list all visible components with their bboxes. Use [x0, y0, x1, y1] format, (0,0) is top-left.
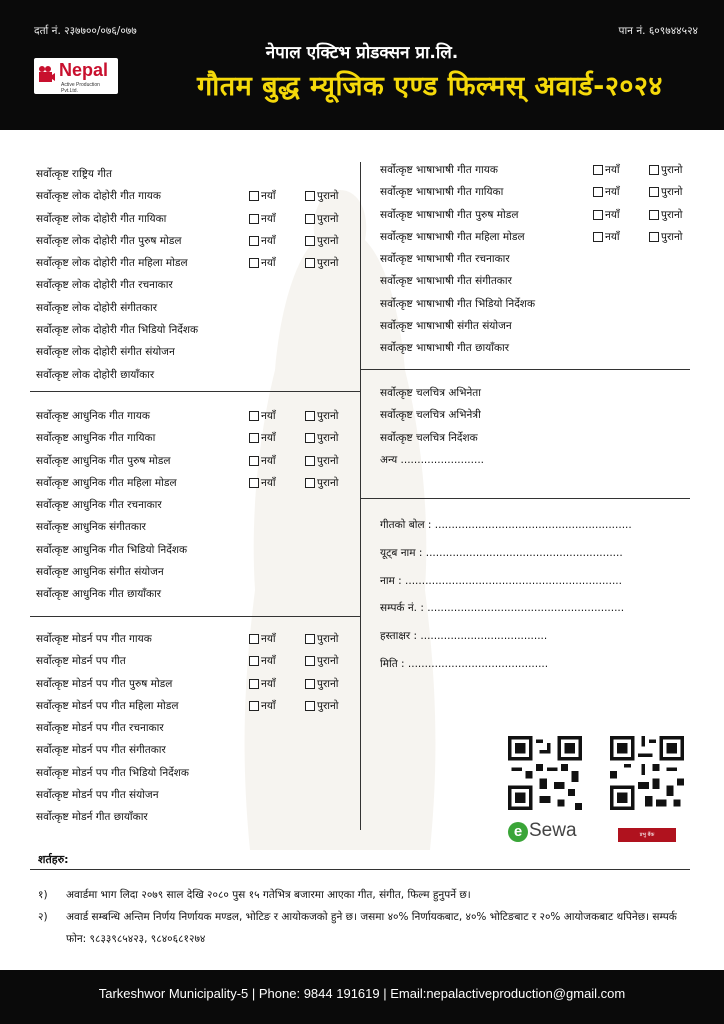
checkbox[interactable] [249, 679, 259, 689]
checkbox[interactable] [305, 411, 315, 421]
terms-divider [30, 869, 690, 870]
option-old[interactable] [305, 234, 339, 248]
category-label: सर्वोत्कृष्ट चलचित्र अभिनेता [380, 387, 481, 399]
category-row [36, 234, 356, 256]
pan-number: पान नं. ६०९७४४५२४ [618, 25, 698, 37]
option-label: नयाँ [605, 208, 620, 221]
category-row [36, 256, 356, 278]
option-label: नयाँ [261, 633, 276, 645]
esewa-text: Sewa [529, 820, 577, 841]
checkbox[interactable] [305, 701, 315, 711]
category-row [36, 301, 356, 323]
checkbox[interactable] [305, 258, 315, 268]
category-label: सर्वोत्कृष्ट भाषाभाषी गीत गायिका [380, 186, 504, 199]
option-old[interactable] [649, 208, 683, 222]
terms-text: अवार्ड सम्बन्धि अन्तिम निर्णय निर्णायक मण्डल, भोटिङ र आयोकजको हुने छ। जसमा ४०% निर्णायकबाट, ४०% भोटिङबाट र २०% आयोजकबाट थपिनेछ। सम्पर्क फोन: ९८३३९८५४२३, ९८४०६८१२७४ [66, 911, 677, 945]
category-label: सर्वोत्कृष्ट मोडर्न पप गीत महिला मोडल [36, 699, 179, 712]
category-label: सर्वोत्कृष्ट भाषाभाषी गीत भिडियो निर्देशक [380, 297, 536, 310]
contact-number-field[interactable]: सम्पर्क नं. : ........................................................... [380, 602, 625, 615]
category-row [380, 163, 700, 185]
category-row [36, 743, 356, 765]
category-row [36, 368, 356, 390]
checkbox[interactable] [305, 433, 315, 443]
category-row [36, 167, 356, 189]
logo-brand-text: Nepal [59, 60, 109, 80]
option-label: नयाँ [261, 257, 276, 270]
option-label: नयाँ [261, 410, 276, 422]
award-title: गौतम बुद्ध म्यूजिक एण्ड फिल्मस् अवार्ड-२०२४ [197, 71, 663, 102]
category-row [380, 431, 700, 453]
option-label: पुरानो [317, 699, 339, 712]
category-label: अन्य ......................... [380, 453, 484, 466]
logo-subtext: Active Production Pvt.Ltd. [61, 82, 100, 94]
option-old[interactable] [649, 230, 683, 244]
entry-form [380, 518, 690, 685]
header-banner [0, 0, 724, 130]
category-list-lok-dohori [36, 167, 356, 390]
category-label: सर्वोत्कृष्ट आधुनिक गीत गायक [36, 410, 150, 422]
category-label: सर्वोत्कृष्ट राष्ट्रिय गीत [36, 168, 112, 180]
footer-contact: Tarkeshwor Municipality-5 | Phone: 9844 191619 | Email:nepalactiveproduction@gmail.com [0, 970, 724, 1024]
category-label: सर्वोत्कृष्ट भाषाभाषी गीत गायक [380, 164, 498, 176]
option-new[interactable] [249, 677, 276, 691]
category-row [36, 454, 356, 476]
section-divider [30, 391, 360, 392]
category-label: सर्वोत्कृष्ट मोडर्न पप गीत गायक [36, 633, 152, 645]
category-label: सर्वोत्कृष्ट आधुनिक गीत रचनाकार [36, 499, 162, 512]
option-new[interactable] [593, 230, 620, 244]
category-row [36, 810, 356, 832]
option-new[interactable] [249, 234, 276, 248]
option-label: पुरानो [317, 677, 339, 690]
option-old[interactable] [305, 632, 339, 646]
category-label: सर्वोत्कृष्ट मोडर्न पप गीत रचनाकार [36, 722, 164, 735]
checkbox[interactable] [649, 232, 659, 242]
option-label: पुरानो [317, 190, 339, 203]
category-label: सर्वोत्कृष्ट आधुनिक गीत गायिका [36, 432, 156, 445]
checkbox[interactable] [249, 456, 259, 466]
category-label: सर्वोत्कृष्ट मोडर्न पप गीत [36, 655, 126, 668]
category-row [36, 587, 356, 609]
category-label: सर्वोत्कृष्ट आधुनिक गीत भिडियो निर्देशक [36, 543, 188, 556]
category-label: सर्वोत्कृष्ट लोक दोहोरी गीत महिला मोडल [36, 257, 188, 270]
terms-list [38, 884, 698, 950]
checkbox[interactable] [249, 258, 259, 268]
option-label: नयाँ [261, 234, 276, 247]
category-row [36, 520, 356, 542]
option-old[interactable] [305, 212, 339, 226]
category-row [36, 323, 356, 345]
option-label: नयाँ [261, 432, 276, 445]
checkbox[interactable] [649, 210, 659, 220]
checkbox[interactable] [249, 214, 259, 224]
category-label: सर्वोत्कृष्ट मोडर्न पप गीत पुरुष मोडल [36, 677, 173, 690]
category-label: सर्वोत्कृष्ट लोक दोहोरी संगीत संयोजन [36, 346, 175, 359]
category-row [36, 543, 356, 565]
option-old[interactable] [305, 409, 339, 423]
option-label: पुरानो [317, 410, 339, 422]
category-row [380, 252, 700, 274]
option-label: नयाँ [261, 190, 276, 203]
category-label: सर्वोत्कृष्ट आधुनिक गीत पुरुष मोडल [36, 454, 171, 467]
checkbox[interactable] [249, 478, 259, 488]
category-label: सर्वोत्कृष्ट भाषाभाषी गीत महिला मोडल [380, 230, 525, 243]
option-label: पुरानो [317, 454, 339, 467]
company-logo [34, 58, 118, 94]
checkbox[interactable] [593, 187, 603, 197]
category-label: सर्वोत्कृष्ट मोडर्न पप गीत भिडियो निर्देशक [36, 766, 189, 779]
other-category-field[interactable] [380, 453, 700, 475]
option-label: पुरानो [661, 164, 683, 176]
category-row [36, 498, 356, 520]
checkbox[interactable] [249, 191, 259, 201]
category-row [36, 632, 356, 654]
option-label: नयाँ [605, 230, 620, 243]
category-label: सर्वोत्कृष्ट मोडर्न गीत छायाँकार [36, 811, 148, 824]
category-label: सर्वोत्कृष्ट चलचित्र अभिनेत्री [380, 409, 481, 422]
option-new[interactable] [249, 256, 276, 270]
option-label: पुरानो [661, 230, 683, 243]
option-new[interactable] [593, 163, 620, 177]
category-label: सर्वोत्कृष्ट लोक दोहोरी गीत रचनाकार [36, 279, 173, 292]
category-row [380, 408, 700, 430]
option-label: पुरानो [317, 633, 339, 645]
category-row [36, 699, 356, 721]
option-label: पुरानो [661, 186, 683, 199]
category-label: सर्वोत्कृष्ट आधुनिक गीत महिला मोडल [36, 476, 177, 489]
option-old[interactable] [305, 699, 339, 713]
terms-item [38, 906, 698, 950]
option-new[interactable] [249, 189, 276, 203]
option-new[interactable] [593, 185, 620, 199]
category-label: सर्वोत्कृष्ट चलचित्र निर्देशक [380, 431, 478, 444]
terms-number: १) [38, 889, 48, 901]
option-new[interactable] [249, 654, 276, 668]
option-new[interactable] [249, 409, 276, 423]
terms-title: शर्तहरु: [38, 853, 69, 866]
checkbox[interactable] [305, 656, 315, 666]
checkbox[interactable] [593, 232, 603, 242]
option-label: नयाँ [261, 677, 276, 690]
checkbox[interactable] [649, 187, 659, 197]
option-old[interactable] [305, 476, 339, 490]
option-new[interactable] [593, 208, 620, 222]
category-row [36, 278, 356, 300]
option-old[interactable] [305, 677, 339, 691]
option-label: नयाँ [605, 186, 620, 199]
signature-field[interactable]: हस्ताक्षर : ...................................... [380, 630, 548, 643]
bank-logo: प्रभु बैंक [618, 828, 676, 842]
option-label: पुरानो [661, 208, 683, 221]
esewa-logo [508, 820, 577, 842]
category-label: सर्वोत्कृष्ट आधुनिक गीत छायाँकार [36, 588, 162, 601]
category-row [380, 319, 700, 341]
option-old[interactable] [649, 185, 683, 199]
option-label: पुरानो [317, 234, 339, 247]
checkbox[interactable] [249, 701, 259, 711]
checkbox[interactable] [649, 165, 659, 175]
terms-item [38, 884, 698, 906]
option-old[interactable] [305, 256, 339, 270]
category-row [380, 297, 700, 319]
option-label: पुरानो [317, 476, 339, 489]
youtube-name-field[interactable]: यूट्ब नाम : ........................................................... [380, 546, 623, 559]
category-row [36, 721, 356, 743]
section-divider [30, 616, 360, 617]
terms-number: २) [38, 911, 48, 923]
option-new[interactable] [249, 699, 276, 713]
option-new[interactable] [249, 431, 276, 445]
category-label: सर्वोत्कृष्ट भाषाभाषी गीत पुरुष मोडल [380, 208, 519, 221]
option-label: नयाँ [261, 699, 276, 712]
camera-icon [38, 65, 56, 85]
category-label: सर्वोत्कृष्ट मोडर्न पप गीत संगीतकार [36, 744, 166, 757]
category-row [380, 208, 700, 230]
category-label: सर्वोत्कृष्ट लोक दोहोरी गीत गायिका [36, 212, 167, 225]
category-row [380, 230, 700, 252]
category-row [380, 341, 700, 363]
category-row [380, 185, 700, 207]
checkbox[interactable] [305, 478, 315, 488]
category-label: सर्वोत्कृष्ट लोक दोहोरी गीत पुरुष मोडल [36, 234, 182, 247]
option-label: पुरानो [317, 257, 339, 270]
option-label: नयाँ [261, 476, 276, 489]
option-label: नयाँ [261, 454, 276, 467]
option-new[interactable] [249, 476, 276, 490]
checkbox[interactable] [305, 634, 315, 644]
song-lyrics-field[interactable]: गीतको बोल : ........................................................... [380, 519, 632, 531]
esewa-icon: e [508, 822, 528, 842]
registration-number: दर्ता नं. २३७७००/०७६/०७७ [34, 25, 137, 37]
option-new[interactable] [249, 454, 276, 468]
category-list-adhunik [36, 409, 356, 610]
category-row [36, 766, 356, 788]
category-label: सर्वोत्कृष्ट भाषाभाषी गीत संगीतकार [380, 275, 512, 288]
category-label: सर्वोत्कृष्ट लोक दोहोरी संगीतकार [36, 301, 157, 314]
category-row [380, 274, 700, 296]
category-list-bhashabhashi [380, 163, 700, 364]
option-label: पुरानो [317, 212, 339, 225]
qr-code-icon[interactable] [508, 736, 582, 810]
category-label: सर्वोत्कृष्ट मोडर्न पप गीत संयोजन [36, 789, 159, 802]
checkbox[interactable] [249, 634, 259, 644]
category-list-modern-pop [36, 632, 356, 833]
name-field[interactable]: नाम : ................................................................. [380, 574, 622, 587]
checkbox[interactable] [305, 679, 315, 689]
category-row [36, 565, 356, 587]
category-label: सर्वोत्कृष्ट आधुनिक संगीत संयोजन [36, 566, 164, 579]
category-row [36, 476, 356, 498]
company-name: नेपाल एक्टिभ प्रोडक्सन प्रा.लि. [265, 43, 459, 63]
category-list-film [380, 386, 700, 475]
checkbox[interactable] [305, 191, 315, 201]
category-row [36, 677, 356, 699]
option-old[interactable] [305, 654, 339, 668]
checkbox[interactable] [249, 433, 259, 443]
option-old[interactable] [305, 454, 339, 468]
checkbox[interactable] [305, 456, 315, 466]
category-label: सर्वोत्कृष्ट भाषाभाषी गीत रचनाकार [380, 253, 510, 266]
category-row [36, 409, 356, 431]
checkbox[interactable] [249, 411, 259, 421]
option-label: नयाँ [261, 655, 276, 668]
category-row [36, 189, 356, 211]
category-label: सर्वोत्कृष्ट लोक दोहोरी छायाँकार [36, 368, 155, 381]
option-label: पुरानो [317, 655, 339, 668]
category-label: सर्वोत्कृष्ट भाषाभाषी संगीत संयोजन [380, 320, 512, 333]
option-label: नयाँ [605, 164, 620, 176]
checkbox[interactable] [593, 165, 603, 175]
category-row [36, 788, 356, 810]
option-old[interactable] [649, 163, 683, 177]
option-new[interactable] [249, 632, 276, 646]
option-old[interactable] [305, 189, 339, 203]
option-old[interactable] [305, 431, 339, 445]
category-label: सर्वोत्कृष्ट आधुनिक संगीतकार [36, 521, 146, 534]
section-divider [360, 498, 690, 499]
category-row [36, 212, 356, 234]
checkbox[interactable] [305, 214, 315, 224]
option-label: नयाँ [261, 212, 276, 225]
date-field[interactable]: मिति : .......................................... [380, 657, 549, 670]
checkbox[interactable] [305, 236, 315, 246]
category-label: सर्वोत्कृष्ट लोक दोहोरी गीत गायक [36, 190, 161, 203]
category-label: सर्वोत्कृष्ट लोक दोहोरी गीत भिडियो निर्देशक [36, 324, 199, 337]
checkbox[interactable] [593, 210, 603, 220]
option-label: पुरानो [317, 432, 339, 445]
category-row [36, 654, 356, 676]
qr-code-icon[interactable] [610, 736, 684, 810]
checkbox[interactable] [249, 236, 259, 246]
section-divider [360, 369, 690, 370]
checkbox[interactable] [249, 656, 259, 666]
column-divider [360, 162, 361, 830]
category-row [36, 431, 356, 453]
category-label: सर्वोत्कृष्ट भाषाभाषी गीत छायाँकार [380, 342, 510, 355]
category-row [380, 386, 700, 408]
option-new[interactable] [249, 212, 276, 226]
terms-text: अवार्डमा भाग लिदा २०७९ साल देखि २०८० पुस १५ गतेभित्र बजारमा आएका गीत, संगीत, फिल्म हुनुपर्ने छ। [66, 889, 471, 901]
category-row [36, 345, 356, 367]
